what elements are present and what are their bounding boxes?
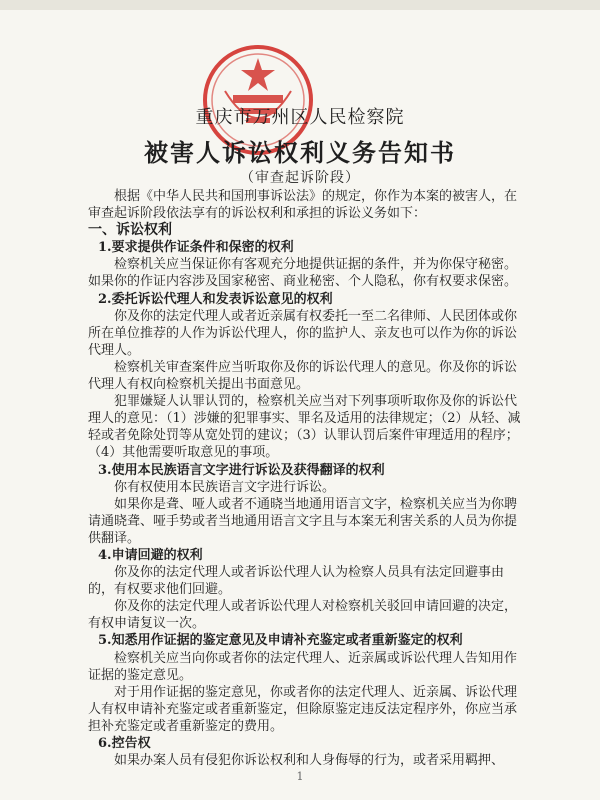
right-paragraph-4a: 你及你的法定代理人或者诉讼代理人认为检察人员具有法定回避事由的，有权要求他们回避。	[88, 565, 505, 598]
right-heading-2: 2.委托诉讼代理人和发表诉讼意见的权利	[98, 291, 333, 307]
right-heading-3: 3.使用本民族语言文字进行诉讼及获得翻译的权利	[98, 462, 385, 478]
right-paragraph-5b: 对于用作证据的鉴定意见，你或者你的法定代理人、近亲属、诉讼代理人有权申请补充鉴定或者重新鉴定，但除原鉴定违反法定程序外，你应当承担补充鉴定或者重新鉴定的费用。	[88, 684, 518, 734]
page-top-strip	[0, 0, 600, 10]
document-title: 被害人诉讼权利义务告知书	[144, 138, 456, 167]
opening-paragraph: 根据《中华人民共和国刑事诉讼法》的规定，你作为本案的被害人，在审查起诉阶段依法享有的诉讼权利和承担的诉讼义务如下：	[88, 189, 518, 222]
right-paragraph-2b: 检察机关审查案件应当听取你及你的诉讼代理人的意见。你及你的诉讼代理人有权向检察机关提出书面意见。	[88, 359, 518, 393]
right-paragraph-2a: 你及你的法定代理人或者近亲属有权委托一至二名律师、人民团体或你所在单位推荐的人作为诉讼代理人，你的监护人、亲友也可以作为你的诉讼代理人。	[88, 308, 518, 358]
page-number: 1	[296, 770, 304, 783]
notice-body	[88, 188, 526, 769]
right-heading-6: 6.控告权	[98, 736, 151, 751]
right-heading-4: 4.申请回避的权利	[98, 547, 203, 563]
right-paragraph-6a: 如果办案人员有侵犯你诉讼权利和人身侮辱的行为，或者采用羁押、	[114, 753, 505, 769]
right-paragraph-3a: 你有权使用本民族语言文字进行诉讼。	[114, 479, 336, 495]
right-heading-1: 1.要求提供作证条件和保密的权利	[98, 240, 294, 256]
right-paragraph-5a: 检察机关应当向你或者你的法定代理人、近亲属或诉讼代理人告知用作证据的鉴定意见。	[88, 650, 518, 683]
right-paragraph-3b: 如果你是聋、哑人或者不通晓当地通用语言文字，检察机关应当为你聘请通晓聋、哑手势或者当地通用语言文字且与本案无利害关系的人员为你提供翻译。	[88, 496, 518, 546]
right-paragraph-2c: 犯罪嫌疑人认罪认罚的，检察机关应当对下列事项听取你及你的诉讼代理人的意见：（1）涉嫌的犯罪事实、罪名及适用的法律规定；（2）从轻、减轻或者免除处罚等从宽处罚的建议；（3）认罪认罚后案件审理适用的程序；（4）其他需要听取意见的事项。	[88, 394, 521, 461]
document-stage: （审查起诉阶段）	[240, 170, 360, 186]
section-heading: 一、诉讼权利	[88, 222, 172, 239]
right-heading-5: 5.知悉用作证据的鉴定意见及申请补充鉴定或者重新鉴定的权利	[98, 633, 463, 649]
organization-name: 重庆市万州区人民检察院	[195, 107, 405, 128]
right-paragraph-4b: 你及你的法定代理人或者诉讼代理人对检察机关驳回申请回避的决定，有权申请复议一次。	[88, 599, 518, 632]
right-paragraph-1: 检察机关应当保证你有客观充分地提供证据的条件，并为你保守秘密。如果你的作证内容涉及国家秘密、商业秘密、个人隐私，你有权要求保密。	[88, 257, 518, 290]
